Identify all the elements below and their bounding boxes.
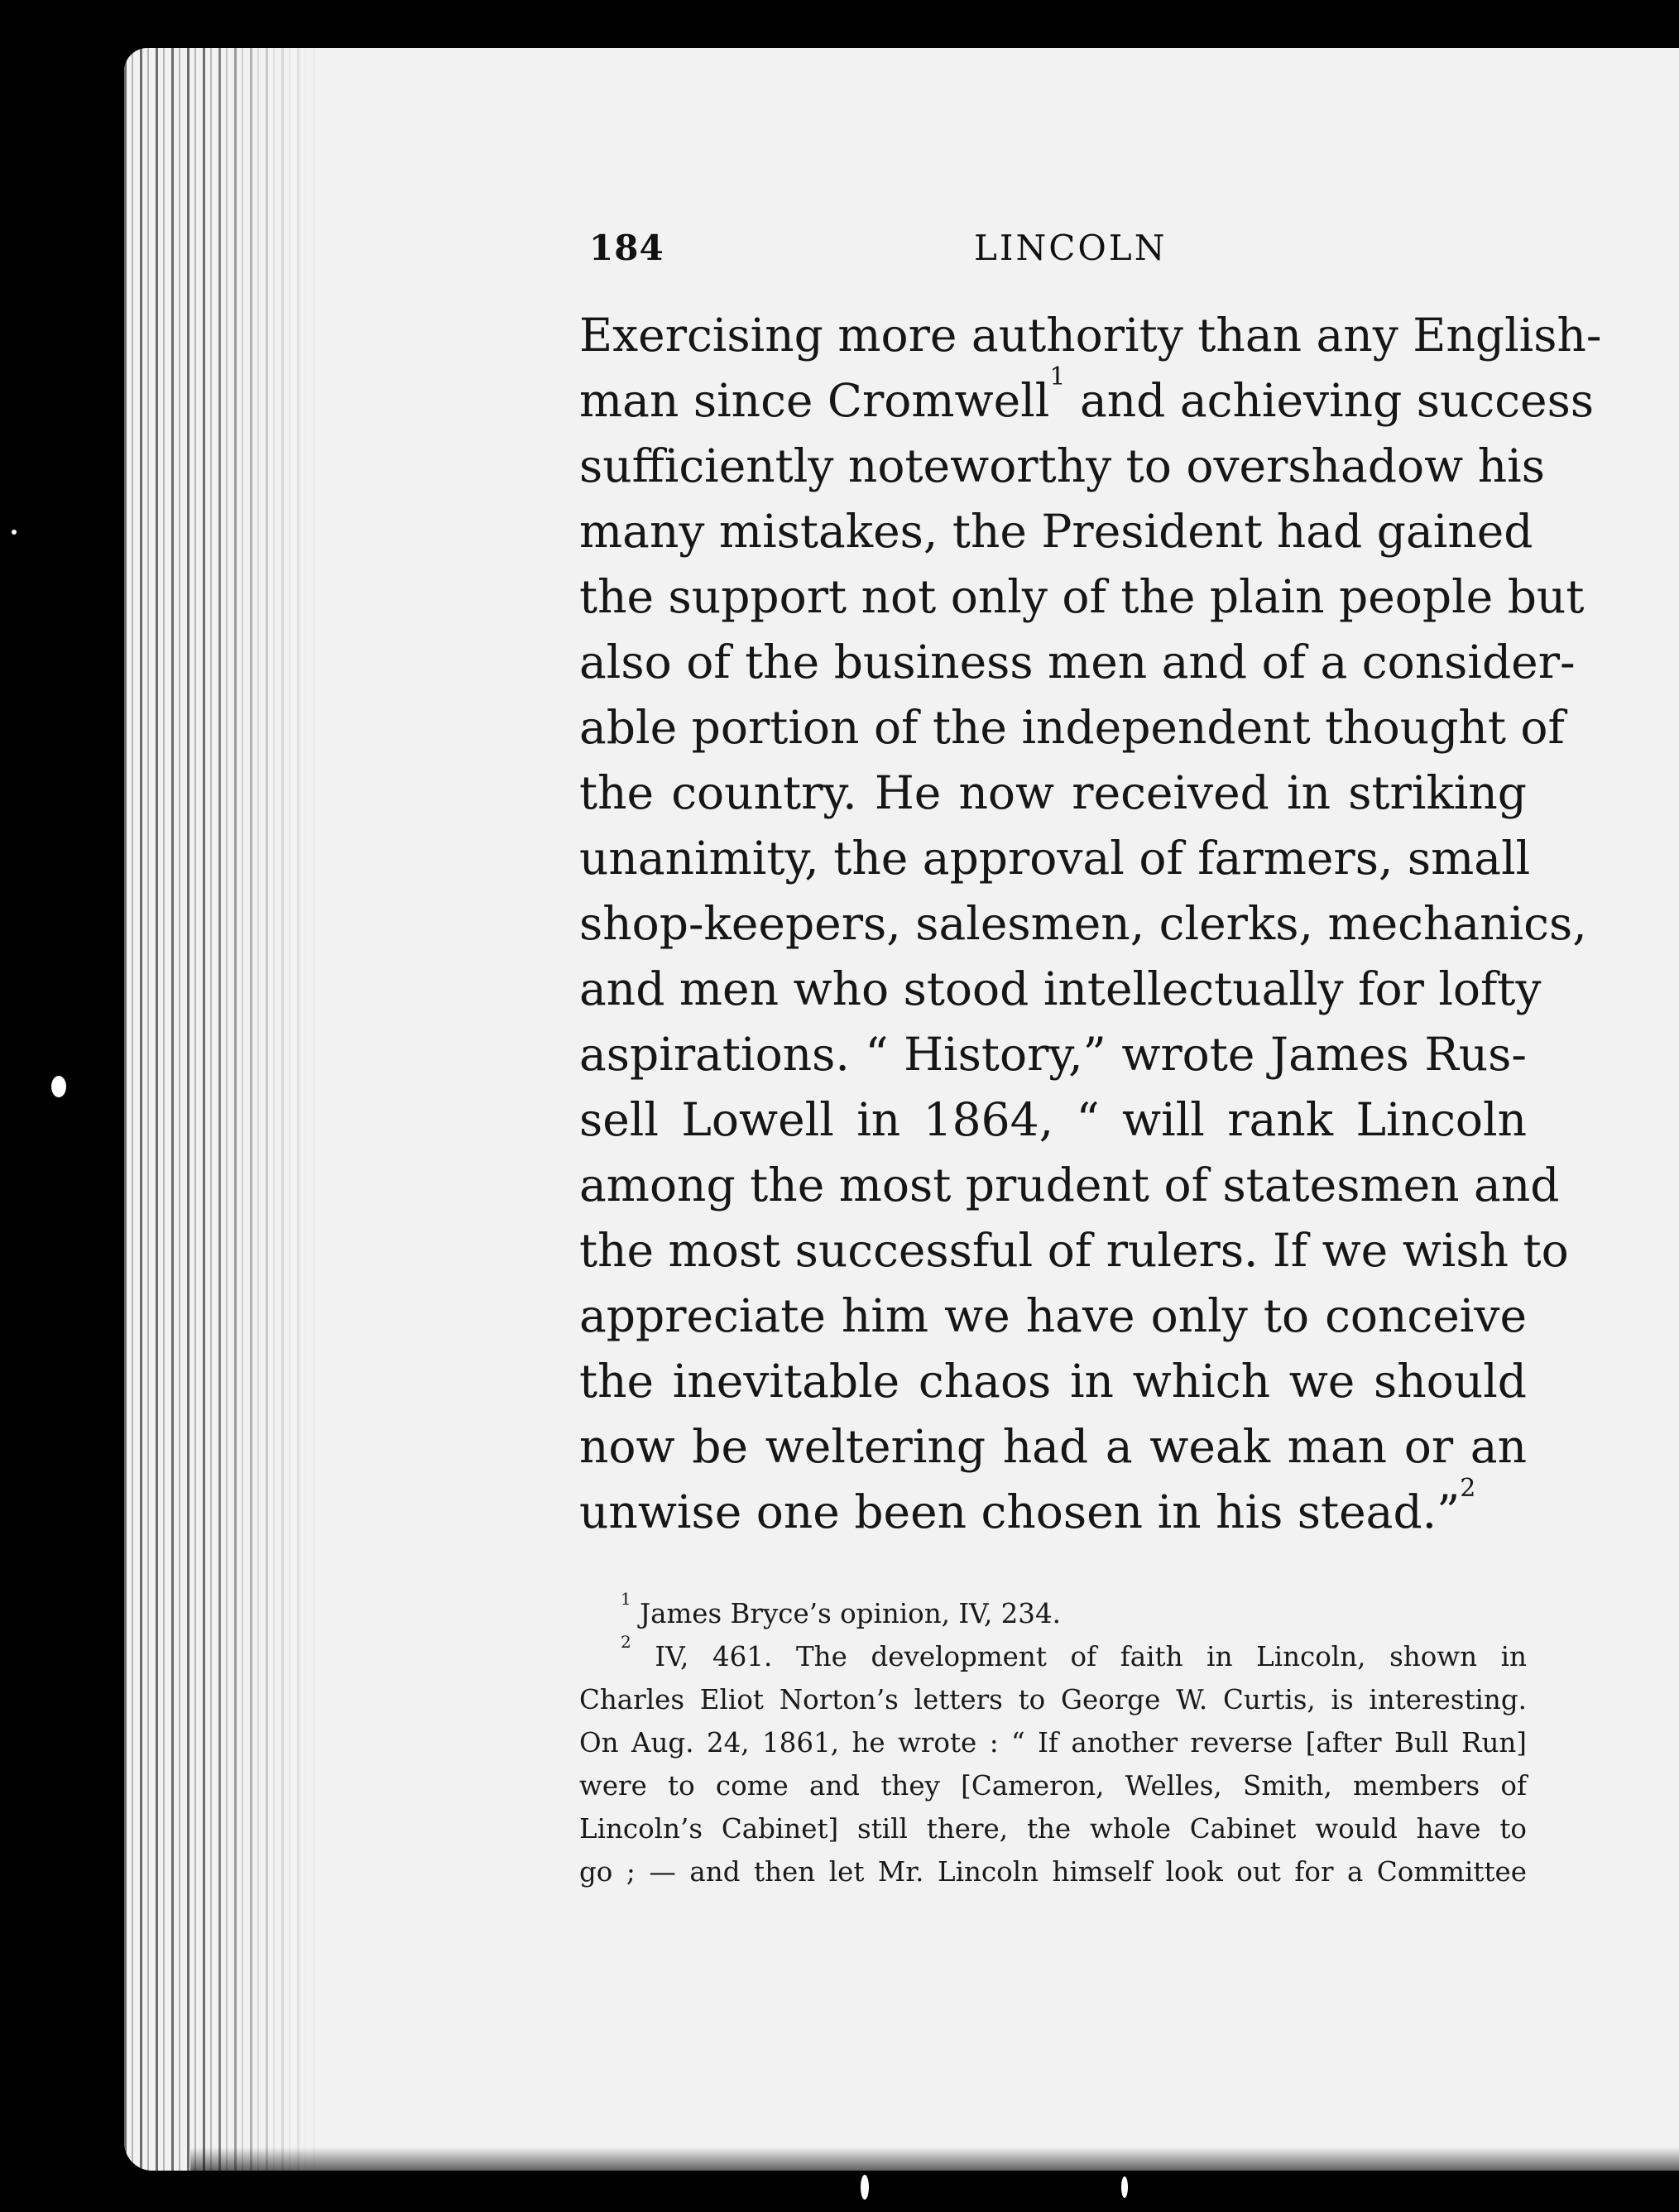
body-line: the most successful of rulers. If we wish to (579, 1224, 1569, 1277)
body-line: shop-keepers, salesmen, clerks, mechanics, (579, 897, 1587, 950)
body-line: also of the business men and of a consider- (579, 636, 1576, 689)
footnote-2-line: go ; — and then let Mr. Lincoln himself look out for a Committee (579, 1856, 1527, 1888)
body-line: among the most prudent of statesmen and (579, 1159, 1560, 1212)
page-bottom-shadow (190, 2147, 1679, 2171)
body-line: unanimity, the approval of farmers, small (579, 832, 1531, 885)
scan-speck (51, 1076, 66, 1097)
body-line: and men who stood intellectually for lofty (579, 962, 1542, 1015)
body-line: the country. He now received in striking (579, 766, 1527, 819)
body-line-part: unwise one been chosen in his stead.” (579, 1485, 1461, 1538)
footnote-2-number: 2 (621, 1632, 631, 1652)
page-fore-edge (124, 48, 323, 2171)
footnote-2-line: Charles Eliot Norton’s letters to George W. Curtis, is interesting. (579, 1684, 1527, 1715)
body-line: able portion of the independent thought of (579, 701, 1565, 754)
body-line: the support not only of the plain people but (579, 570, 1585, 623)
footnote-marker-1: 1 (1049, 362, 1066, 391)
body-line (579, 1474, 1527, 1545)
body-line (579, 362, 1595, 434)
running-title: LINCOLN (974, 228, 1168, 268)
footnote-2-text: IV, 461. The development of faith in Lincoln, shown in (631, 1641, 1527, 1672)
footnote-1-number: 1 (621, 1589, 631, 1609)
body-text (579, 303, 1602, 1545)
body-line: sufficiently noteworthy to overshadow his (579, 439, 1545, 492)
page-number: 184 (589, 228, 664, 268)
scan-speck (861, 2175, 869, 2200)
body-line-part: and achieving success (1065, 374, 1595, 427)
footnote-2-line: Lincoln’s Cabinet] still there, the whole Cabinet would have to (579, 1813, 1527, 1845)
footnote-1-text: James Bryce’s opinion, IV, 234. (631, 1598, 1061, 1629)
body-line-part: man since Cromwell (579, 374, 1050, 427)
body-line: the inevitable chaos in which we should (579, 1355, 1527, 1408)
scan-speck (12, 530, 17, 535)
footnote-2-line: On Aug. 24, 1861, he wrote : “ If another reverse [after Bull Run] (579, 1727, 1527, 1759)
body-line: aspirations. “ History,” wrote James Rus- (579, 1028, 1527, 1081)
footnote-2-line (579, 1632, 1527, 1678)
footnotes (579, 1589, 1527, 1893)
body-line: many mistakes, the President had gained (579, 505, 1533, 558)
body-line: Exercising more authority than any English- (579, 309, 1602, 362)
footnote-marker-2: 2 (1460, 1474, 1476, 1503)
body-line: sell Lowell in 1864, “ will rank Lincoln (579, 1093, 1527, 1146)
footnote-1 (579, 1589, 1527, 1635)
body-line: appreciate him we have only to conceive (579, 1289, 1527, 1342)
body-line: now be weltering had a weak man or an (579, 1420, 1527, 1473)
running-head (589, 228, 1528, 277)
footnote-2-line: were to come and they [Cameron, Welles, Smith, members of (579, 1770, 1527, 1802)
scan-speck (1121, 2176, 1128, 2198)
